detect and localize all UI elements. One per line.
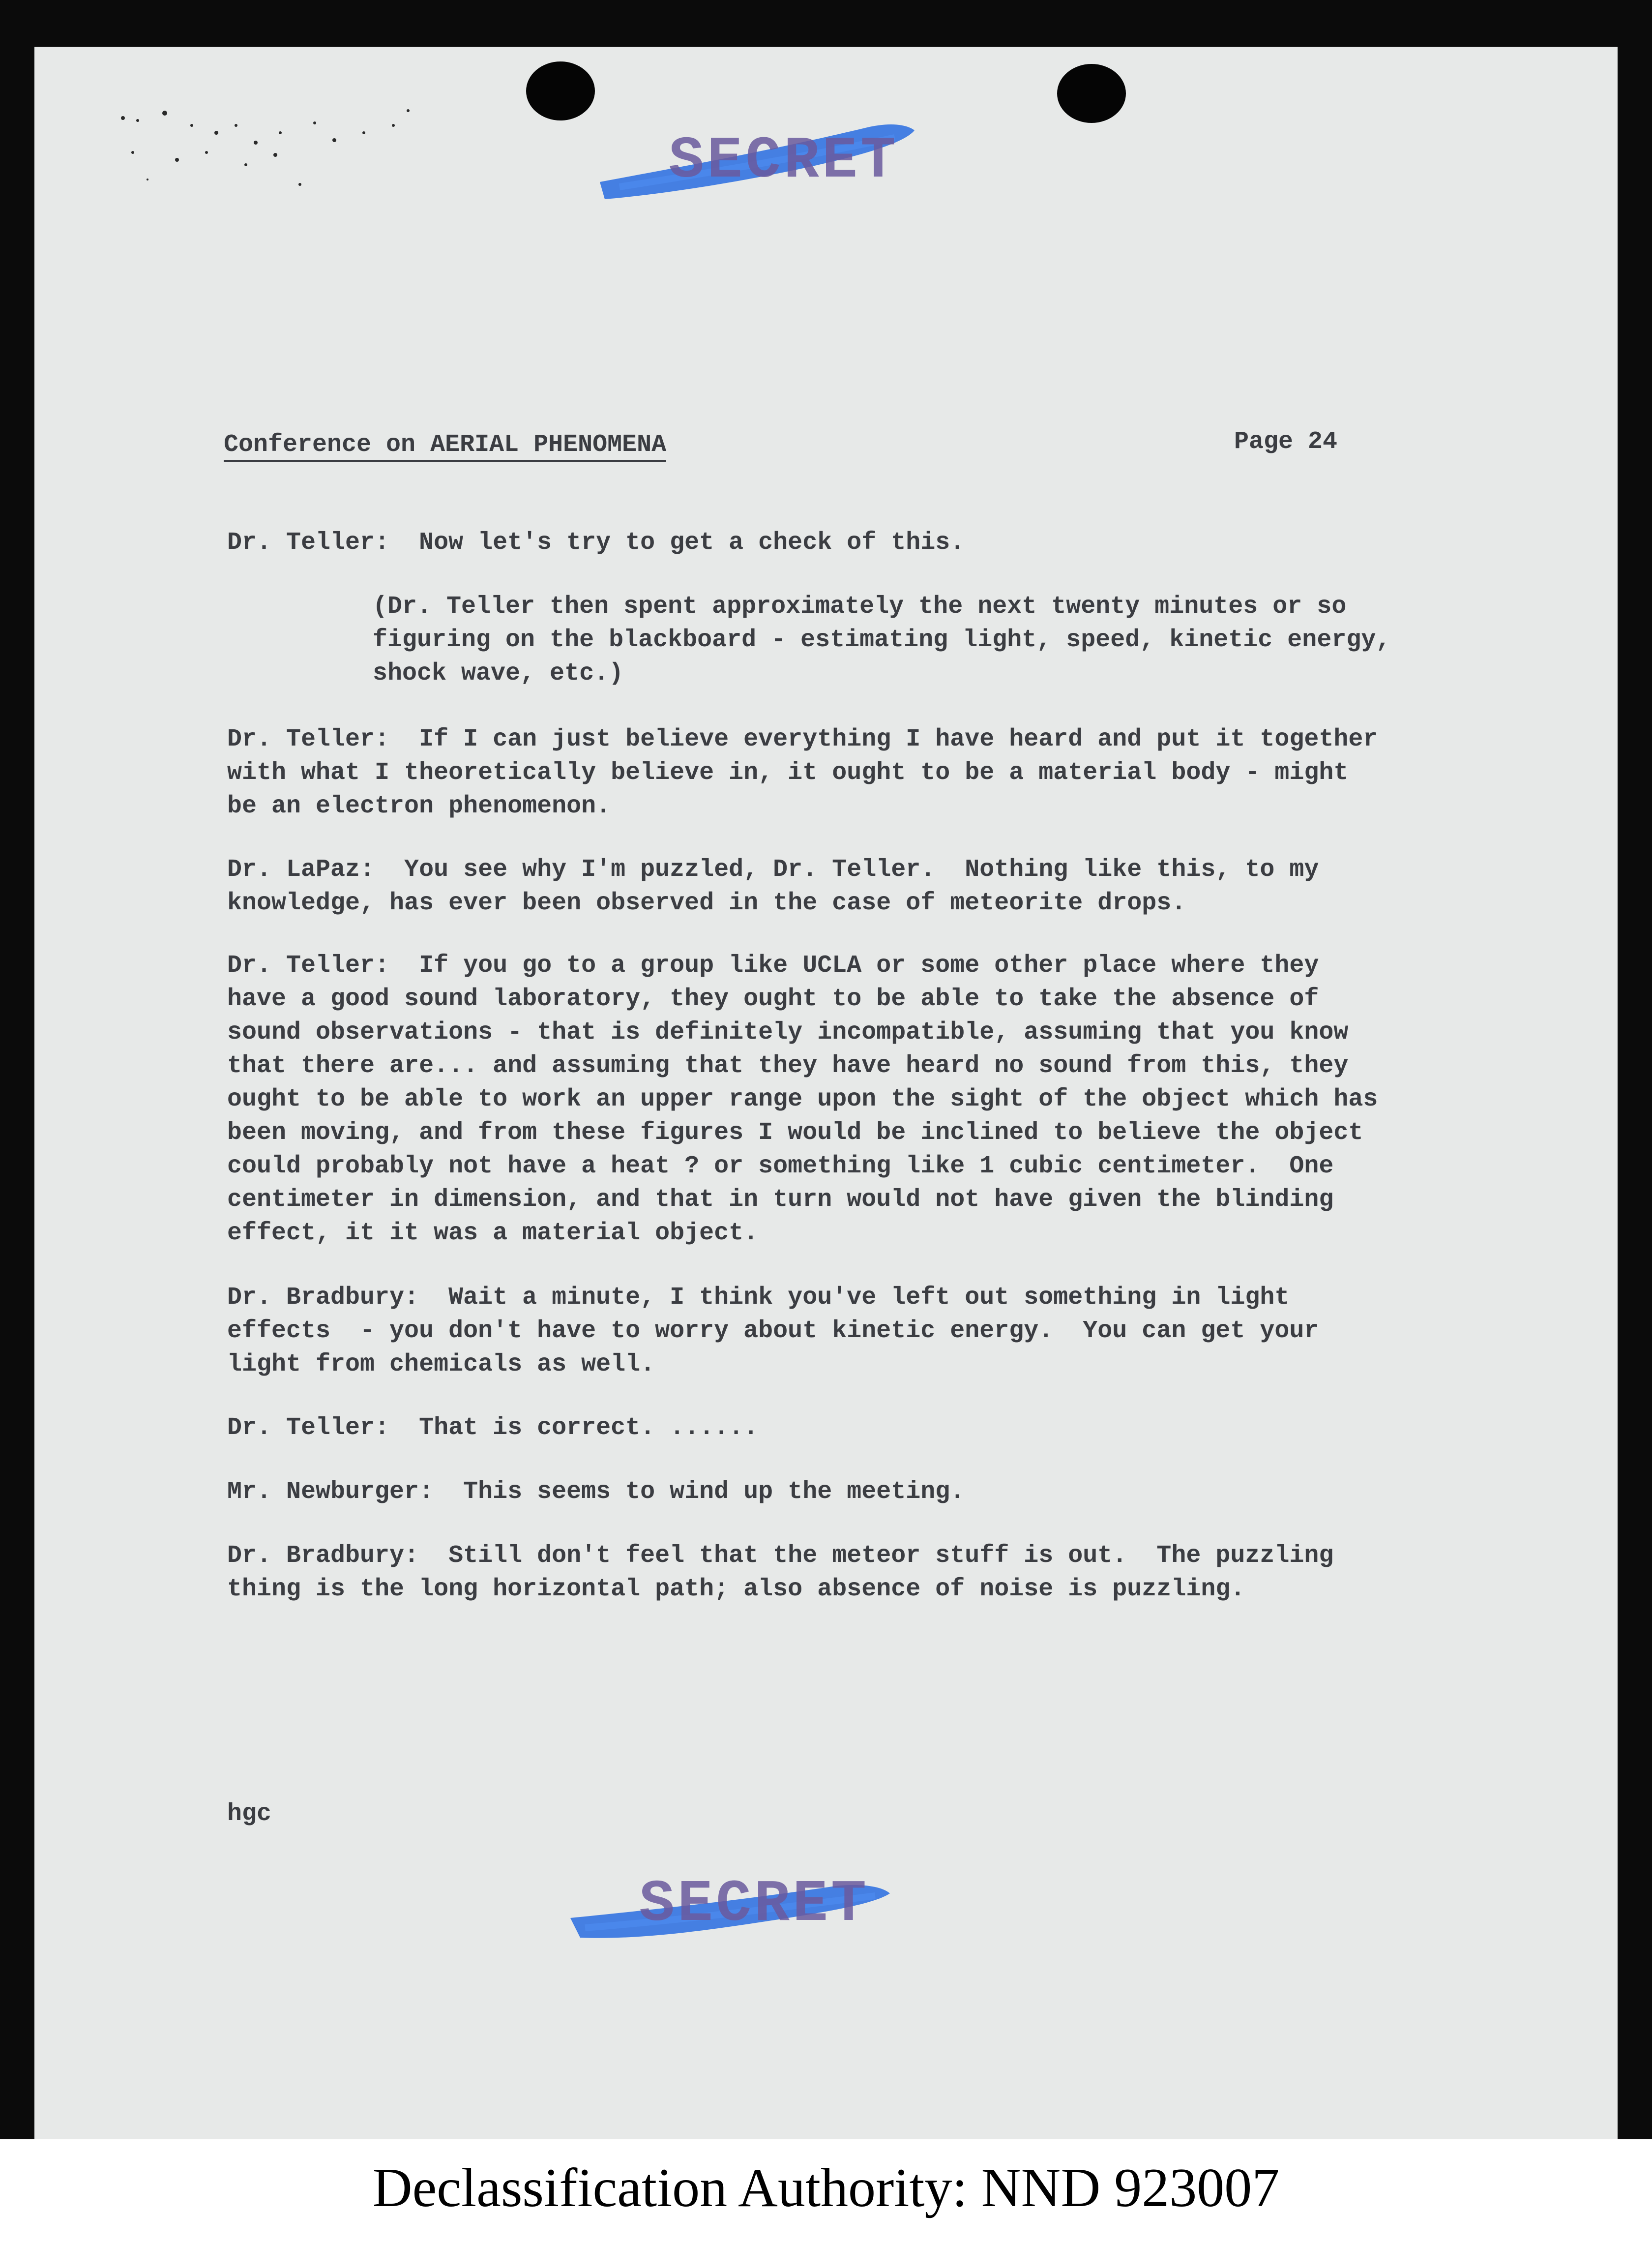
secret-stamp-bottom: [560, 1866, 905, 1975]
punch-hole-right: [1057, 64, 1126, 123]
transcript-paragraph-9: Dr. Bradbury: Still don't feel that the meteor stuff is out. The puzzling thing is the long horizontal path; also absence of noise is puzzling.: [227, 1542, 1334, 1603]
transcript-paragraph-3: Dr. Teller: If I can just believe everything I have heard and put it together with what I theoretically believe in, it ought to be a material body - might be an electron phenomenon.: [227, 725, 1378, 820]
typist-initials: hgc: [227, 1800, 272, 1828]
punch-hole-left: [526, 61, 595, 120]
transcript-paragraph-2: (Dr. Teller then spent approximately the next twenty minutes or so figuring on the blackboard - estimating light, speed, kinetic energy, shock wave, etc.): [373, 593, 1391, 688]
secret-stamp-top-text: SECRET: [669, 128, 899, 195]
declassification-footer: Declassification Authority: NND 923007: [372, 2157, 1280, 2218]
transcript-paragraph-7: Dr. Teller: That is correct. ......: [227, 1414, 759, 1442]
transcript-paragraph-6: Dr. Bradbury: Wait a minute, I think you've left out something in light effects - you don't have to worry about kinetic energy. You can get your light from chemicals as well.: [227, 1284, 1319, 1378]
page-number: Page 24: [1234, 428, 1338, 456]
secret-stamp-top: [590, 108, 934, 216]
transcript-paragraph-8: Mr. Newburger: This seems to wind up the meeting.: [227, 1478, 965, 1506]
transcript-paragraph-5: Dr. Teller: If you go to a group like UCLA or some other place where they have a good sound laboratory, they ought to be able to take the absence of sound observations - that is definitely incompatible, assuming that you know that there are... and assuming that they have heard no sound from this, they ought to be able to work an upper range upon the sight of the object which has been moving, and from these figures I would be inclined to believe the object could probably not have a heat ? or something like 1 cubic centimeter. One centimeter in dimension, and that in turn would not have given the blinding effect, it it was a material object.: [227, 952, 1378, 1247]
ink-specks: [118, 106, 438, 189]
document-header-title: Conference on AERIAL PHENOMENA: [224, 430, 666, 462]
secret-stamp-bottom-text: SECRET: [639, 1871, 870, 1938]
document-page: [34, 47, 1618, 2139]
transcript-paragraph-4: Dr. LaPaz: You see why I'm puzzled, Dr. Teller. Nothing like this, to my knowledge, has ever been observed in the case of meteorite drops.: [227, 856, 1319, 917]
transcript-paragraph-1: Dr. Teller: Now let's try to get a check of this.: [227, 529, 965, 557]
